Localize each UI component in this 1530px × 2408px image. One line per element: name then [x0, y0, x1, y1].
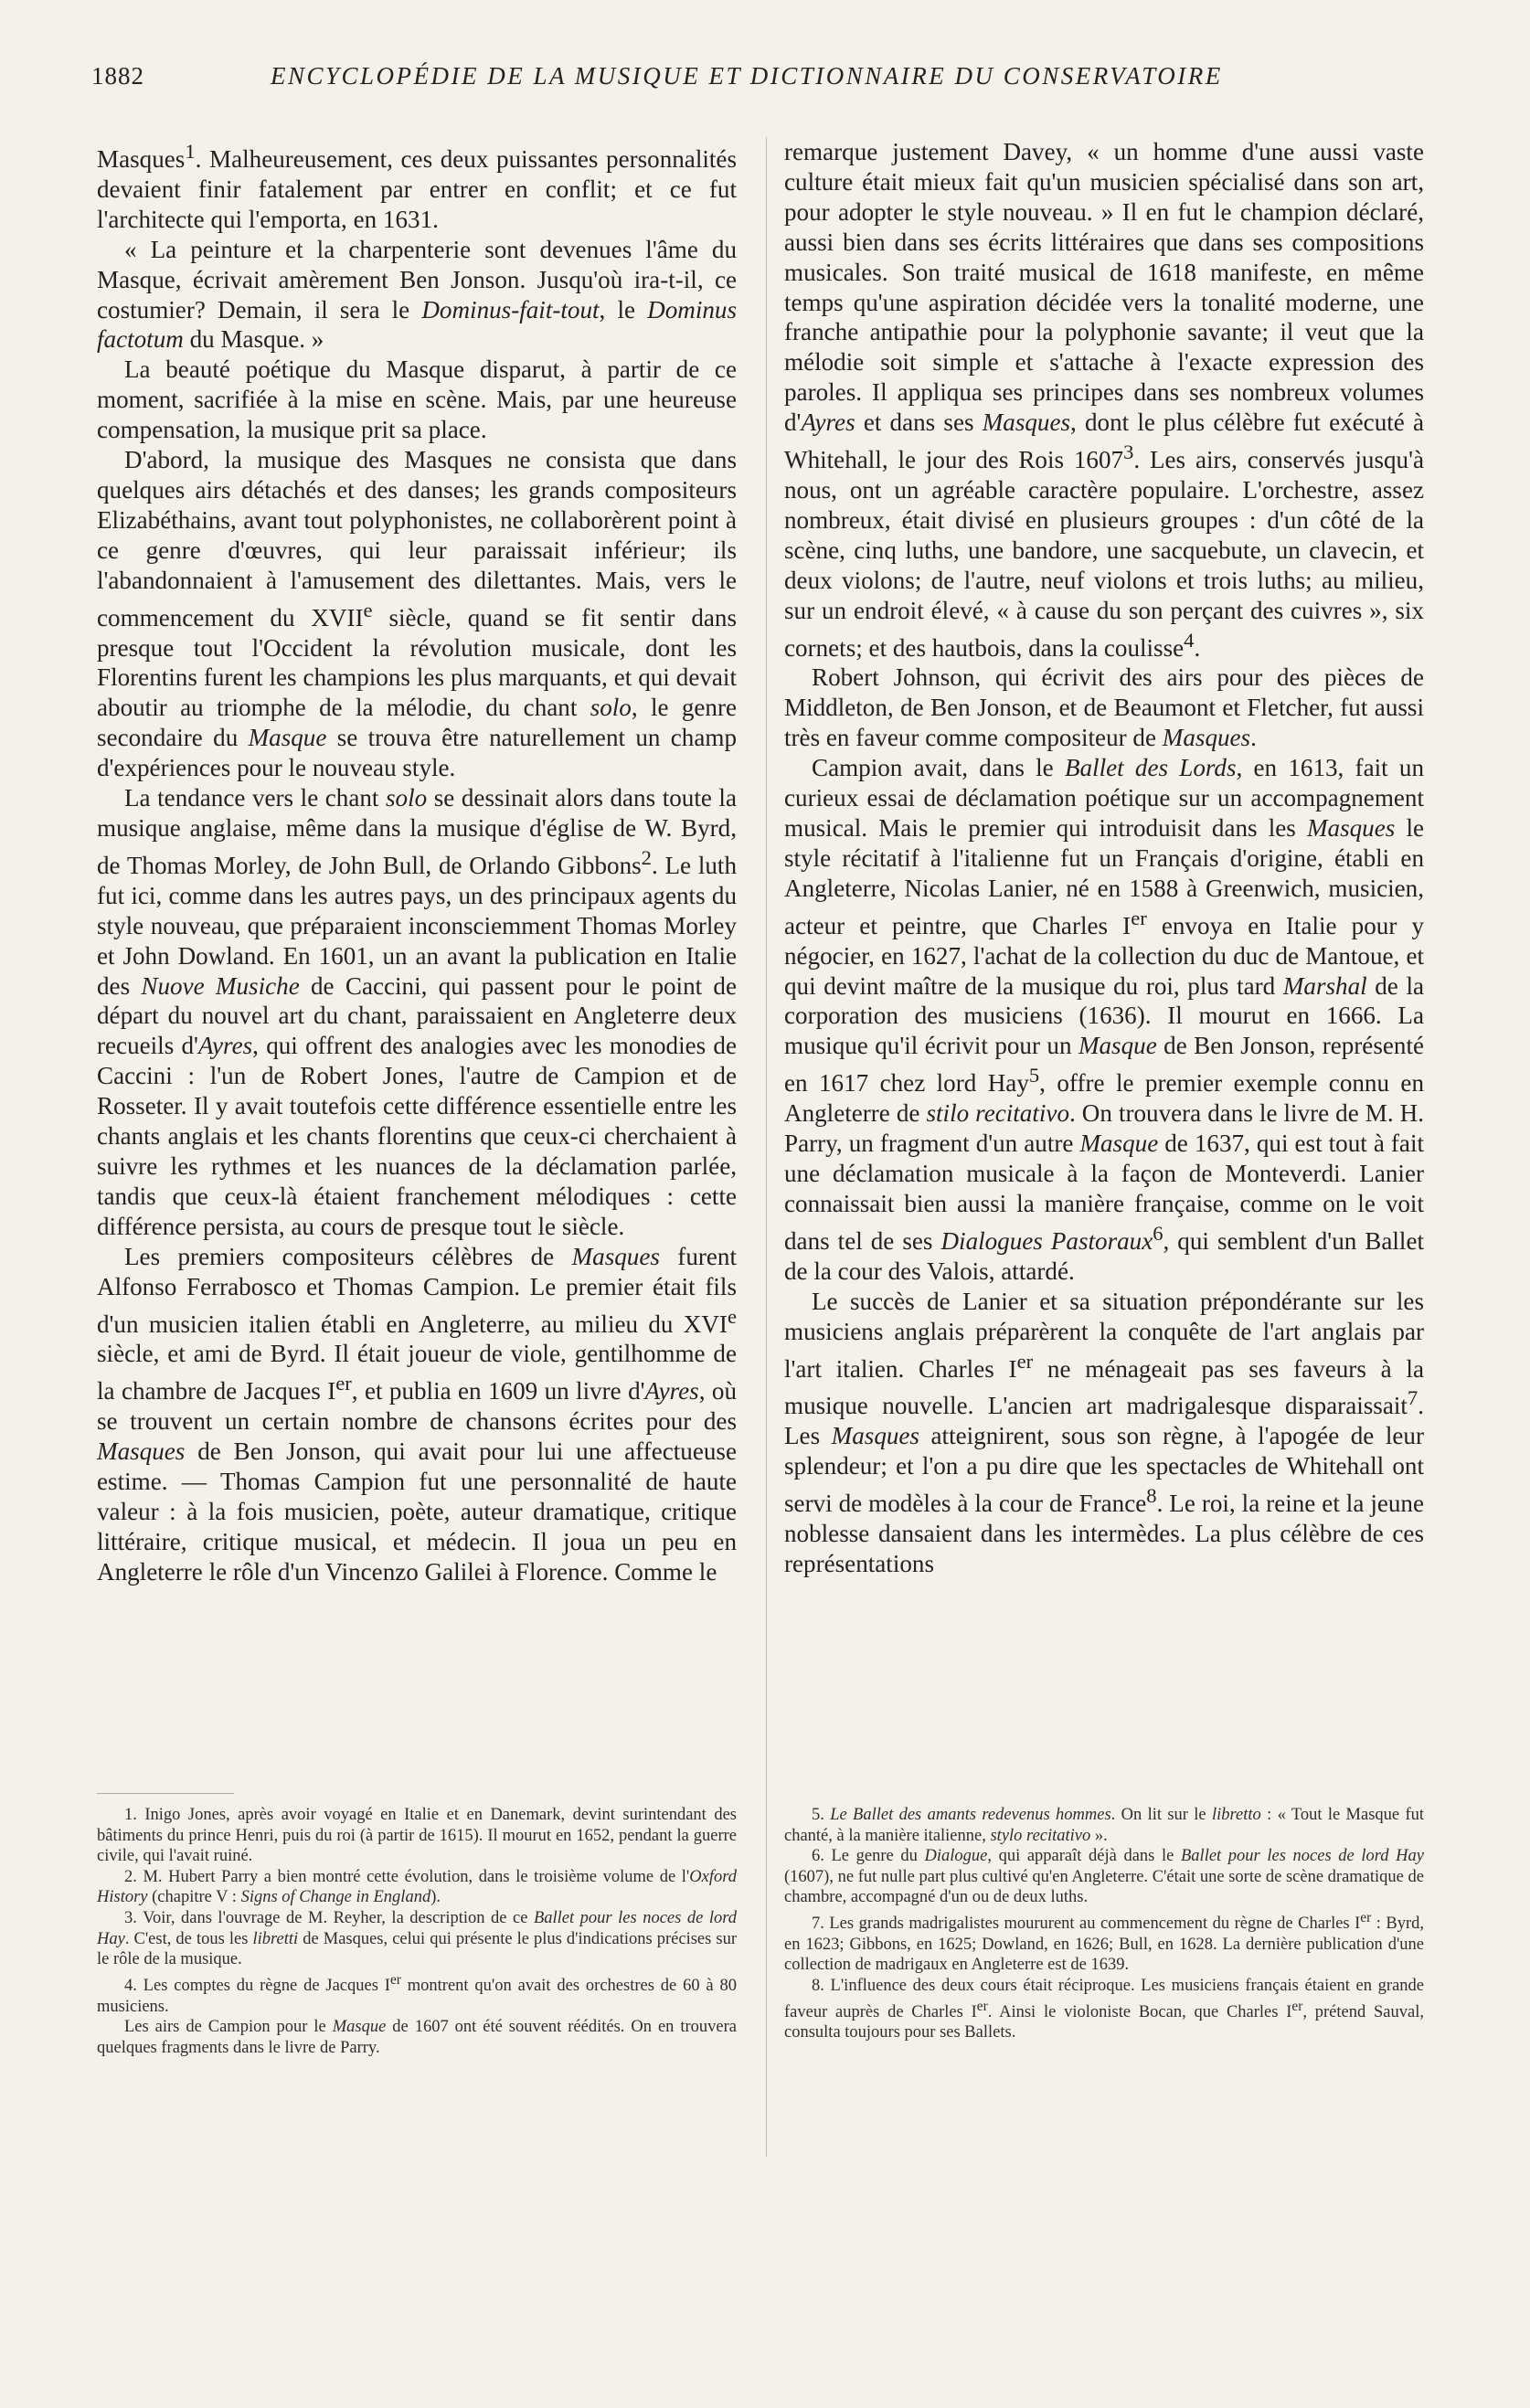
page-header — [91, 62, 1280, 99]
footnote: 6. Le genre du Dialogue, qui apparaît déjà dans le Ballet pour les noces de lord Hay (1607), ne fut nulle part plus cultivé qu'en Angleterre. C'était une sorte de scène dramatique de chambre, accompagné d'un ou de deux luths. — [784, 1847, 1424, 1907]
paragraph: remarque justement Davey, « un homme d'une aussi vaste culture était mieux fait qu'un musicien spécialisé dans son art, pour adopter le style nouveau. » Il en fut le champion déclaré, aussi bien dans ses écrits littéraires que dans ses compositions musicales. Son traité musical de 1618 manifeste, en même temps qu'une aspiration décidée vers la tonalité moderne, une franche antipathie pour la polyphonie savante; il veut que la mélodie soit simple et s'attache à l'exacte expression des paroles. Il appliqua ses principes dans ses nombreux volumes d'Ayres et dans ses Masques, dont le plus célèbre fut exécuté à Whitehall, le jour des Rois 1607$^3$. Les airs, conservés jusqu'à nous, ont un agréable caractère populaire. L'orchestre, assez nombreux, était divisé en plusieurs groupes : d'un côté de la scène, cinq luths, une bandore, une sacquebute, un clavecin, et deux violons; de l'autre, neuf violons et trois luths; au milieu, sur un endroit élevé, « à cause du son perçant des cuivres », six cornets; et des hautbois, dans la coulisse$^4$. — [784, 138, 1424, 662]
footnote: 1. Inigo Jones, après avoir voyagé en Italie et en Danemark, devint surintendant des bâtiments du prince Henri, puis du roi (à partir de 1615). Il mourut en 1652, pendant la guerre civile, qui l'avait ruiné. — [97, 1806, 737, 1866]
page-number: 1882 — [91, 62, 144, 90]
footnote: 2. M. Hubert Parry a bien montré cette évolution, dans le troisième volume de l'Oxford History (chapitre V : Signs of Change in England). — [97, 1867, 737, 1907]
left-column — [97, 137, 737, 1587]
footnote: Les airs de Campion pour le Masque de 1607 ont été souvent réédités. On en trouvera quelques fragments dans le livre de Parry. — [97, 2018, 737, 2057]
column-divider — [766, 137, 767, 2157]
paragraph: Campion avait, dans le Ballet des Lords, en 1613, fait un curieux essai de déclamation poétique sur un accompagnement musical. Mais le premier qui introduisit dans les Masques le style récitatif à l'italienne fut un Français d'origine, établi en Angleterre, Nicolas Lanier, né en 1588 à Greenwich, musicien, acteur et peintre, que Charles Ier envoya en Italie pour y négocier, en 1627, l'achat de la collection du duc de Mantoue, et qui devint maître de la musique du roi, plus tard Marshal de la corporation des musiciens (1636). Il mourut en 1666. La musique qu'il écrivit pour un Masque de Ben Jonson, représenté en 1617 chez lord Hay$^5$, offre le premier exemple connu en Angleterre de stilo recitativo. On trouvera dans le livre de M. H. Parry, un fragment d'un autre Masque de 1637, qui est tout à fait une déclamation musicale à la façon de Monteverdi. Lanier connaissait bien aussi la manière française, comme on le voit dans tel de ses Dialogues Pastoraux$^6$, qui semblent d'un Ballet de la cour des Valois, attardé. — [784, 754, 1425, 1285]
footnote: 5. Le Ballet des amants redevenus hommes. On lit sur le libretto : « Tout le Masque fut chanté, à la manière italienne, stylo recitativo ». — [784, 1806, 1424, 1845]
footnote: 4. Les comptes du règne de Jacques Ier montrent qu'on avait des orchestres de 60 à 80 musiciens. — [97, 1971, 737, 2016]
paragraph: Masques$^1$. Malheureusement, ces deux puissantes personnalités devaient finir fatalement par entrer en conflit; et ce fut l'architecte qui l'emporta, en 1631. — [97, 140, 737, 233]
paragraph: Le succès de Lanier et sa situation prépondérante sur les musiciens anglais préparèrent la conquête de l'art anglais par l'art italien. Charles Ier ne ménageait pas ses faveurs à la musique nouvelle. L'ancien art madrigalesque disparaissait$^7$. Les Masques atteignirent, sous son règne, à l'apogée de leur splendeur; et l'on a pu dire que les spectacles de Whitehall ont servi de modèles à la cour de France$^8$. Le roi, la reine et la jeune noblesse dansaient dans les intermèdes. La plus célèbre de ces représentations — [784, 1287, 1424, 1578]
footnote-rule — [97, 1793, 234, 1794]
right-column — [784, 137, 1424, 1579]
footnotes-right — [784, 1805, 1424, 2043]
paragraph: Les premiers compositeurs célèbres de Masques furent Alfonso Ferrabosco et Thomas Campion. Le premier était fils d'un musicien italien établi en Angleterre, au milieu du XVIe siècle, et ami de Byrd. Il était joueur de viole, gentilhomme de la chambre de Jacques Ier, et publia en 1609 un livre d'Ayres, où se trouvent un certain nombre de chansons écrites pour des Masques de Ben Jonson, qui avait pour lui une affectueuse estime. — Thomas Campion fut une personnalité de haute valeur : à la fois musicien, poète, auteur dramatique, critique littéraire, critique musical, et médecin. Il joua un peu en Angleterre le rôle d'un Vincenzo Galilei à Florence. Comme le — [97, 1242, 737, 1586]
footnote: 8. L'influence des deux cours était réciproque. Les musiciens français étaient en grande faveur auprès de Charles Ier. Ainsi le violoniste Bocan, que Charles Ier, prétend Sauval, consulta toujours pour ses Ballets. — [784, 1976, 1424, 2042]
footnotes-left — [97, 1805, 737, 2058]
paragraph: « La peinture et la charpenterie sont devenues l'âme du Masque, écrivait amèrement Ben Jonson. Jusqu'où ira-t-il, ce costumier? Demain, il sera le Dominus-fait-tout, le Dominus factotum du Masque. » — [97, 235, 738, 354]
paragraph: La beauté poétique du Masque disparut, à partir de ce moment, sacrifiée à la mise en scène. Mais, par une heureuse compensation, la musique prit sa place. — [97, 355, 737, 444]
footnote: 7. Les grands madrigalistes moururent au commencement du règne de Charles Ier : Byrd, en 1623; Gibbons, en 1625; Dowland, en 1626; Bull, en 1628. La dernière publication d'une collection de madrigaux en Angleterre est de 1639. — [784, 1909, 1425, 1975]
paragraph: Robert Johnson, qui écrivit des airs pour des pièces de Middleton, de Ben Jonson, et de Beaumont et Fletcher, fut aussi très en faveur comme compositeur de Masques. — [784, 663, 1424, 752]
paragraph: D'abord, la musique des Masques ne consista que dans quelques airs détachés et des danses; les grands compositeurs Elizabéthains, avant tout polyphonistes, ne collaborèrent point à ce genre d'œuvres, qui leur paraissait inférieur; ils l'abandonnaient à l'amusement des dilettantes. Mais, vers le commencement du XVIIe siècle, quand se fit sentir dans presque tout l'Occident la révolution musicale, dont les Florentins furent les champions les plus marquants, et qui devait aboutir au triomphe de la mélodie, du chant solo, le genre secondaire du Masque se trouva être naturellement un champ d'expériences pour le nouveau style. — [97, 446, 738, 782]
footnote: 3. Voir, dans l'ouvrage de M. Reyher, la description de ce Ballet pour les noces de lord Hay. C'est, de tous les libretti de Masques, celui qui présente le plus d'indications précises sur le rôle de la musique. — [97, 1908, 738, 1969]
paragraph: La tendance vers le chant solo se dessinait alors dans toute la musique anglaise, même dans la musique d'église de W. Byrd, de Thomas Morley, de John Bull, de Orlando Gibbons$^2$. Le luth fut ici, comme dans les autres pays, un des principaux agents du style nouveau, que préparaient inconsciemment Thomas Morley et John Dowland. En 1601, un an avant la publication en Italie des Nuove Musiche de Caccini, qui passent pour le point de départ du nouvel art du chant, paraissaient en Angleterre deux recueils d'Ayres, qui offrent des analogies avec les monodies de Caccini : l'un de Robert Jones, l'autre de Campion et de Rosseter. Il y avait toutefois cette différence essentielle entre les chants anglais et les chants florentins que ceux-ci cherchaient à suivre les rythmes et les nuances de la déclamation parlée, tandis que ceux-là étaient franchement mélodiques : cette différence persista, au cours de presque tout le siècle. — [97, 784, 738, 1240]
running-title: ENCYCLOPÉDIE DE LA MUSIQUE ET DICTIONNAIRE DU CONSERVATOIRE — [271, 62, 1223, 90]
